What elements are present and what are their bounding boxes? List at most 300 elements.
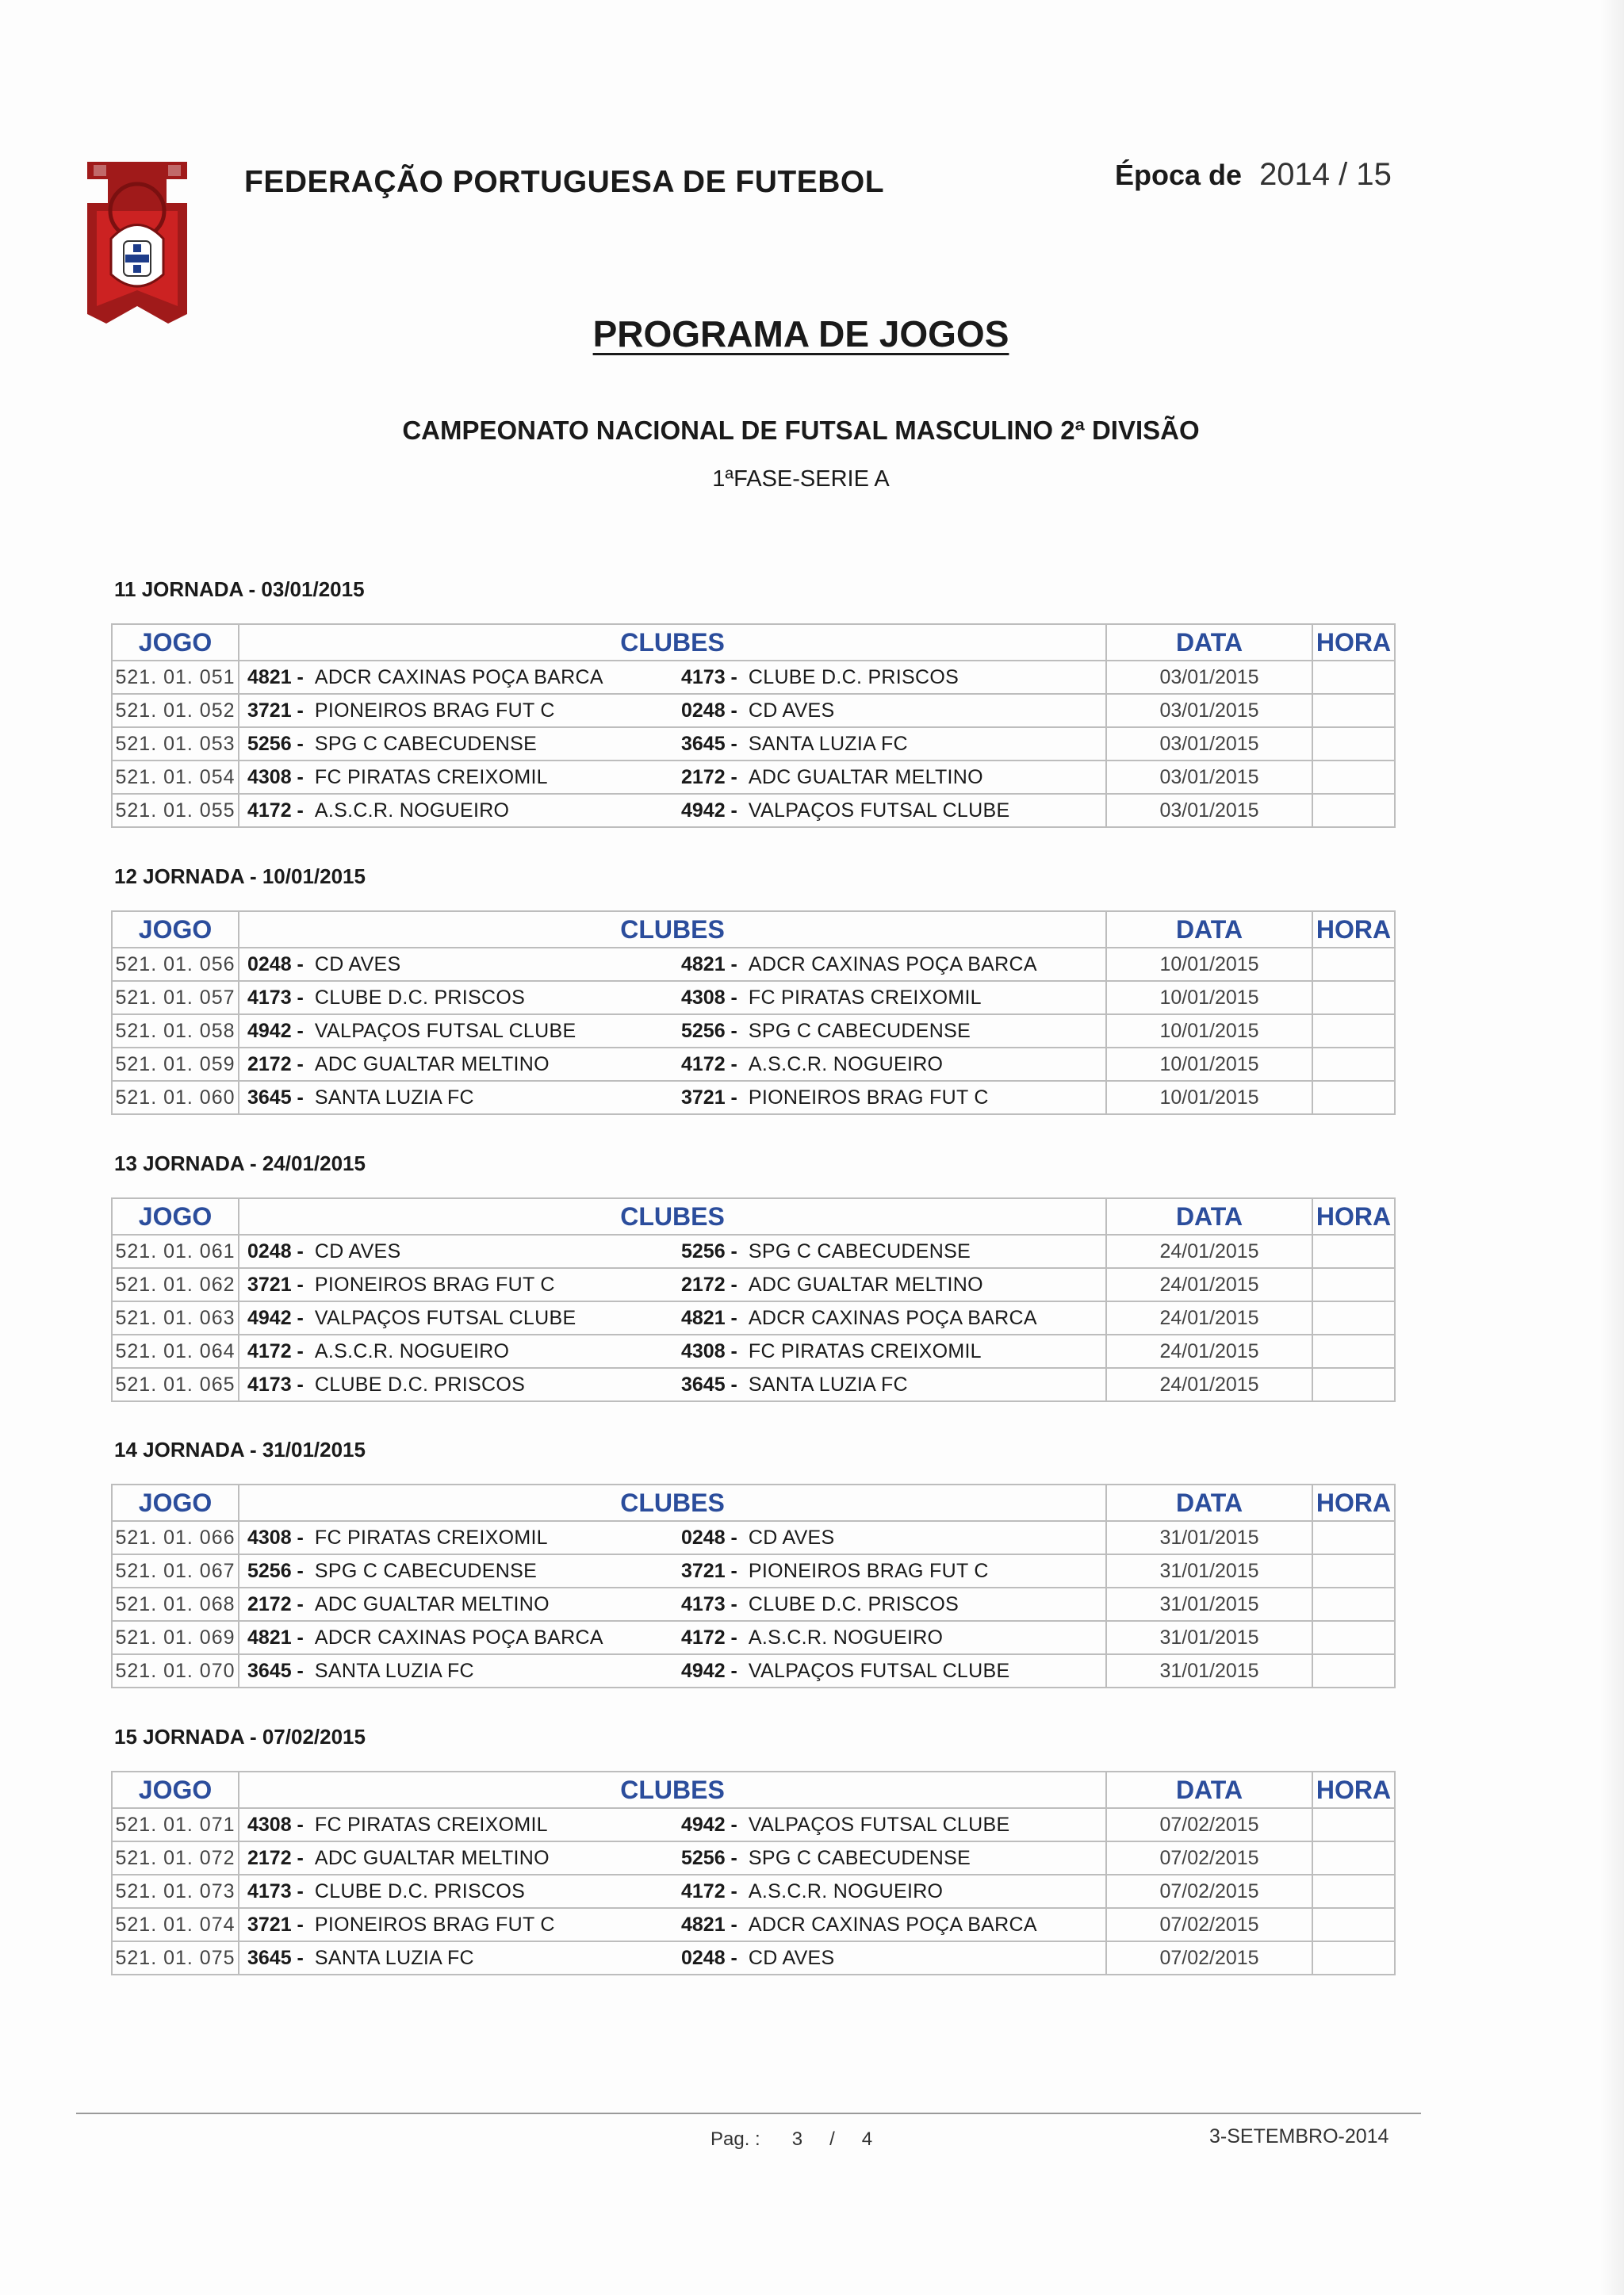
away-team-cell: [673, 694, 1106, 727]
home-team-code: 4942 -: [247, 1019, 304, 1042]
home-team-code: 2172 -: [247, 1592, 304, 1615]
home-team-cell: [239, 1235, 673, 1268]
table-row: [112, 661, 1395, 694]
header-data: DATA: [1106, 624, 1312, 661]
game-date: 24/01/2015: [1106, 1301, 1312, 1335]
away-team-name: VALPAÇOS FUTSAL CLUBE: [748, 1813, 1010, 1836]
home-team-code: 4821 -: [247, 1626, 304, 1649]
game-time: [1312, 948, 1395, 981]
away-team-name: ADCR CAXINAS POÇA BARCA: [748, 952, 1037, 975]
home-team-code: 4821 -: [247, 665, 304, 688]
game-id: 521. 01. 056: [112, 948, 239, 981]
table-row: [112, 1941, 1395, 1975]
home-team-code: 0248 -: [247, 952, 304, 975]
away-team-name: CD AVES: [748, 699, 835, 722]
home-team-name: A.S.C.R. NOGUEIRO: [314, 799, 510, 822]
away-team-cell: [673, 981, 1106, 1014]
table-header-row: [112, 1198, 1395, 1235]
away-team-name: A.S.C.R. NOGUEIRO: [748, 1626, 944, 1649]
fixtures-table: [111, 910, 1396, 1115]
away-team-code: 4821 -: [681, 952, 737, 975]
home-team-name: ADC GUALTAR MELTINO: [314, 1052, 550, 1075]
game-time: [1312, 1621, 1395, 1654]
home-team-name: CLUBE D.C. PRISCOS: [314, 1879, 526, 1902]
home-team-code: 4172 -: [247, 799, 304, 822]
home-team-name: ADCR CAXINAS POÇA BARCA: [314, 1626, 603, 1649]
home-team-name: PIONEIROS BRAG FUT C: [314, 1273, 555, 1296]
game-id: 521. 01. 065: [112, 1368, 239, 1401]
home-team-cell: [239, 1014, 673, 1048]
header-data: DATA: [1106, 1198, 1312, 1235]
game-date: 07/02/2015: [1106, 1941, 1312, 1975]
away-team-code: 3645 -: [681, 732, 737, 755]
home-team-cell: [239, 1521, 673, 1554]
away-team-name: VALPAÇOS FUTSAL CLUBE: [748, 799, 1010, 822]
away-team-name: A.S.C.R. NOGUEIRO: [748, 1879, 944, 1902]
home-team-cell: [239, 694, 673, 727]
away-team-cell: [673, 1875, 1106, 1908]
away-team-code: 4821 -: [681, 1913, 737, 1936]
away-team-cell: [673, 1368, 1106, 1401]
away-team-cell: [673, 1014, 1106, 1048]
header-jogo: JOGO: [112, 624, 239, 661]
home-team-cell: [239, 1335, 673, 1368]
away-team-name: PIONEIROS BRAG FUT C: [748, 1086, 989, 1109]
table-row: [112, 727, 1395, 761]
away-team-code: 4308 -: [681, 986, 737, 1009]
game-time: [1312, 1048, 1395, 1081]
game-date: 31/01/2015: [1106, 1654, 1312, 1688]
game-date: 10/01/2015: [1106, 1014, 1312, 1048]
table-header-row: [112, 911, 1395, 948]
game-time: [1312, 1841, 1395, 1875]
away-team-code: 4821 -: [681, 1306, 737, 1329]
game-id: 521. 01. 069: [112, 1621, 239, 1654]
game-time: [1312, 727, 1395, 761]
fpf-crest-logo: [79, 155, 195, 330]
home-team-cell: [239, 761, 673, 794]
game-id: 521. 01. 068: [112, 1588, 239, 1621]
away-team-code: 4942 -: [681, 799, 737, 822]
home-team-name: SANTA LUZIA FC: [314, 1659, 474, 1682]
game-time: [1312, 761, 1395, 794]
home-team-cell: [239, 1908, 673, 1941]
header-jogo: JOGO: [112, 1485, 239, 1521]
away-team-cell: [673, 1841, 1106, 1875]
game-time: [1312, 1941, 1395, 1975]
away-team-cell: [673, 1335, 1106, 1368]
home-team-name: FC PIRATAS CREIXOMIL: [314, 1526, 548, 1549]
table-header-row: [112, 1772, 1395, 1808]
table-row: [112, 1081, 1395, 1114]
table-row: [112, 1014, 1395, 1048]
table-row: [112, 1235, 1395, 1268]
away-team-name: SANTA LUZIA FC: [748, 1373, 908, 1396]
game-date: 03/01/2015: [1106, 727, 1312, 761]
table-row: [112, 1335, 1395, 1368]
home-team-cell: [239, 948, 673, 981]
home-team-name: CD AVES: [314, 952, 401, 975]
away-team-name: FC PIRATAS CREIXOMIL: [748, 986, 982, 1009]
game-date: 03/01/2015: [1106, 794, 1312, 827]
game-date: 10/01/2015: [1106, 948, 1312, 981]
fixtures-table: [111, 1771, 1396, 1975]
table-row: [112, 1654, 1395, 1688]
away-team-code: 5256 -: [681, 1239, 737, 1262]
away-team-cell: [673, 1235, 1106, 1268]
footer-divider: [76, 2113, 1421, 2114]
table-header-row: [112, 1485, 1395, 1521]
away-team-code: 0248 -: [681, 1526, 737, 1549]
away-team-cell: [673, 1621, 1106, 1654]
season: [1115, 157, 1392, 193]
home-team-name: CLUBE D.C. PRISCOS: [314, 986, 526, 1009]
game-time: [1312, 1301, 1395, 1335]
table-row: [112, 1875, 1395, 1908]
game-date: 24/01/2015: [1106, 1235, 1312, 1268]
home-team-cell: [239, 1588, 673, 1621]
away-team-name: PIONEIROS BRAG FUT C: [748, 1559, 989, 1582]
header-hora: HORA: [1312, 1772, 1395, 1808]
home-team-name: PIONEIROS BRAG FUT C: [314, 1913, 555, 1936]
game-date: 03/01/2015: [1106, 761, 1312, 794]
home-team-name: SPG C CABECUDENSE: [314, 732, 538, 755]
game-date: 10/01/2015: [1106, 1048, 1312, 1081]
table-row: [112, 1554, 1395, 1588]
away-team-code: 4308 -: [681, 1339, 737, 1362]
game-id: 521. 01. 062: [112, 1268, 239, 1301]
away-team-name: CLUBE D.C. PRISCOS: [748, 665, 959, 688]
game-date: 31/01/2015: [1106, 1554, 1312, 1588]
away-team-cell: [673, 661, 1106, 694]
away-team-cell: [673, 1808, 1106, 1841]
game-time: [1312, 1368, 1395, 1401]
away-team-code: 3721 -: [681, 1086, 737, 1109]
table-row: [112, 1368, 1395, 1401]
jornada-title: 15 JORNADA - 07/02/2015: [114, 1725, 366, 1749]
away-team-name: ADCR CAXINAS POÇA BARCA: [748, 1913, 1037, 1936]
game-time: [1312, 1081, 1395, 1114]
away-team-cell: [673, 1268, 1106, 1301]
home-team-cell: [239, 1875, 673, 1908]
fixtures-table: [111, 623, 1396, 828]
away-team-name: SPG C CABECUDENSE: [748, 1019, 971, 1042]
table-row: [112, 1621, 1395, 1654]
page-label: Pag. :: [710, 2128, 760, 2150]
away-team-cell: [673, 948, 1106, 981]
table-row: [112, 1808, 1395, 1841]
game-date: 31/01/2015: [1106, 1588, 1312, 1621]
home-team-cell: [239, 981, 673, 1014]
away-team-name: A.S.C.R. NOGUEIRO: [748, 1052, 944, 1075]
page-separator: /: [829, 2128, 835, 2150]
away-team-code: 5256 -: [681, 1019, 737, 1042]
away-team-cell: [673, 1048, 1106, 1081]
away-team-cell: [673, 761, 1106, 794]
home-team-code: 0248 -: [247, 1239, 304, 1262]
home-team-cell: [239, 794, 673, 827]
game-date: 10/01/2015: [1106, 981, 1312, 1014]
away-team-code: 4172 -: [681, 1879, 737, 1902]
home-team-cell: [239, 1808, 673, 1841]
home-team-cell: [239, 1268, 673, 1301]
game-date: 07/02/2015: [1106, 1841, 1312, 1875]
game-id: 521. 01. 066: [112, 1521, 239, 1554]
away-team-name: SPG C CABECUDENSE: [748, 1846, 971, 1869]
game-id: 521. 01. 061: [112, 1235, 239, 1268]
header-data: DATA: [1106, 911, 1312, 948]
game-time: [1312, 1588, 1395, 1621]
home-team-name: ADCR CAXINAS POÇA BARCA: [314, 665, 603, 688]
game-id: 521. 01. 051: [112, 661, 239, 694]
table-row: [112, 1588, 1395, 1621]
organization-name: FEDERAÇÃO PORTUGUESA DE FUTEBOL: [244, 165, 885, 199]
home-team-code: 5256 -: [247, 1559, 304, 1582]
game-id: 521. 01. 064: [112, 1335, 239, 1368]
game-time: [1312, 1014, 1395, 1048]
away-team-code: 2172 -: [681, 1273, 737, 1296]
jornada-title: 12 JORNADA - 10/01/2015: [114, 864, 366, 888]
away-team-name: FC PIRATAS CREIXOMIL: [748, 1339, 982, 1362]
away-team-code: 3645 -: [681, 1373, 737, 1396]
away-team-cell: [673, 1521, 1106, 1554]
table-row: [112, 1048, 1395, 1081]
game-date: 31/01/2015: [1106, 1621, 1312, 1654]
game-date: 03/01/2015: [1106, 694, 1312, 727]
home-team-cell: [239, 1554, 673, 1588]
away-team-code: 2172 -: [681, 765, 737, 788]
away-team-code: 0248 -: [681, 699, 737, 722]
table-row: [112, 1841, 1395, 1875]
page-indicator: [710, 2128, 872, 2151]
home-team-name: VALPAÇOS FUTSAL CLUBE: [314, 1019, 576, 1042]
header-data: DATA: [1106, 1772, 1312, 1808]
header-hora: HORA: [1312, 1485, 1395, 1521]
home-team-code: 2172 -: [247, 1846, 304, 1869]
away-team-name: CD AVES: [748, 1526, 835, 1549]
home-team-name: FC PIRATAS CREIXOMIL: [314, 1813, 548, 1836]
away-team-code: 4172 -: [681, 1626, 737, 1649]
home-team-code: 4173 -: [247, 986, 304, 1009]
home-team-name: VALPAÇOS FUTSAL CLUBE: [314, 1306, 576, 1329]
game-time: [1312, 981, 1395, 1014]
home-team-code: 5256 -: [247, 732, 304, 755]
away-team-cell: [673, 1941, 1106, 1975]
page-number: 3: [791, 2128, 803, 2150]
table-row: [112, 1521, 1395, 1554]
away-team-cell: [673, 727, 1106, 761]
away-team-name: ADC GUALTAR MELTINO: [748, 1273, 983, 1296]
game-time: [1312, 1875, 1395, 1908]
season-label: Época de: [1115, 159, 1243, 191]
home-team-code: 2172 -: [247, 1052, 304, 1075]
jornada-title: 13 JORNADA - 24/01/2015: [114, 1151, 366, 1175]
header-clubes: CLUBES: [239, 624, 1106, 661]
table-header-row: [112, 624, 1395, 661]
game-id: 521. 01. 073: [112, 1875, 239, 1908]
game-id: 521. 01. 053: [112, 727, 239, 761]
game-date: 07/02/2015: [1106, 1908, 1312, 1941]
home-team-code: 3721 -: [247, 1273, 304, 1296]
away-team-cell: [673, 1654, 1106, 1688]
home-team-name: FC PIRATAS CREIXOMIL: [314, 765, 548, 788]
game-time: [1312, 1654, 1395, 1688]
away-team-code: 4172 -: [681, 1052, 737, 1075]
home-team-code: 4173 -: [247, 1879, 304, 1902]
header-clubes: CLUBES: [239, 1198, 1106, 1235]
away-team-name: VALPAÇOS FUTSAL CLUBE: [748, 1659, 1010, 1682]
page-title: [0, 312, 1602, 355]
game-time: [1312, 1521, 1395, 1554]
header-clubes: CLUBES: [239, 1485, 1106, 1521]
table-row: [112, 981, 1395, 1014]
game-id: 521. 01. 058: [112, 1014, 239, 1048]
away-team-cell: [673, 1908, 1106, 1941]
game-id: 521. 01. 059: [112, 1048, 239, 1081]
away-team-code: 4942 -: [681, 1813, 737, 1836]
game-date: 07/02/2015: [1106, 1808, 1312, 1841]
home-team-code: 3645 -: [247, 1659, 304, 1682]
header-jogo: JOGO: [112, 1772, 239, 1808]
game-id: 521. 01. 063: [112, 1301, 239, 1335]
game-id: 521. 01. 054: [112, 761, 239, 794]
header-jogo: JOGO: [112, 911, 239, 948]
home-team-cell: [239, 1081, 673, 1114]
home-team-cell: [239, 661, 673, 694]
game-date: 03/01/2015: [1106, 661, 1312, 694]
game-time: [1312, 1335, 1395, 1368]
game-id: 521. 01. 071: [112, 1808, 239, 1841]
jornada-title: 14 JORNADA - 31/01/2015: [114, 1438, 366, 1462]
game-time: [1312, 1235, 1395, 1268]
table-row: [112, 794, 1395, 827]
fixtures-table: [111, 1197, 1396, 1402]
home-team-code: 3721 -: [247, 699, 304, 722]
header-hora: HORA: [1312, 624, 1395, 661]
away-team-name: CLUBE D.C. PRISCOS: [748, 1592, 959, 1615]
season-value: 2014 / 15: [1259, 157, 1392, 192]
away-team-name: ADC GUALTAR MELTINO: [748, 765, 983, 788]
header-hora: HORA: [1312, 1198, 1395, 1235]
home-team-code: 3645 -: [247, 1086, 304, 1109]
page-edge-shadow: [1600, 0, 1624, 2295]
game-date: 07/02/2015: [1106, 1875, 1312, 1908]
game-id: 521. 01. 072: [112, 1841, 239, 1875]
jornada-title: 11 JORNADA - 03/01/2015: [114, 577, 365, 601]
competition-phase: 1ªFASE-SERIE A: [712, 466, 890, 492]
home-team-code: 4308 -: [247, 1813, 304, 1836]
home-team-name: CD AVES: [314, 1239, 401, 1262]
home-team-code: 3645 -: [247, 1946, 304, 1969]
game-time: [1312, 794, 1395, 827]
table-row: [112, 694, 1395, 727]
home-team-code: 3721 -: [247, 1913, 304, 1936]
away-team-code: 0248 -: [681, 1946, 737, 1969]
game-id: 521. 01. 052: [112, 694, 239, 727]
game-date: 31/01/2015: [1106, 1521, 1312, 1554]
away-team-cell: [673, 794, 1106, 827]
game-date: 24/01/2015: [1106, 1268, 1312, 1301]
print-date: 3-SETEMBRO-2014: [1209, 2125, 1389, 2147]
home-team-name: CLUBE D.C. PRISCOS: [314, 1373, 526, 1396]
home-team-name: SANTA LUZIA FC: [314, 1086, 474, 1109]
header-clubes: CLUBES: [239, 1772, 1106, 1808]
away-team-cell: [673, 1588, 1106, 1621]
game-time: [1312, 1808, 1395, 1841]
home-team-code: 4308 -: [247, 765, 304, 788]
table-row: [112, 1908, 1395, 1941]
home-team-name: PIONEIROS BRAG FUT C: [314, 699, 555, 722]
game-time: [1312, 694, 1395, 727]
game-id: 521. 01. 070: [112, 1654, 239, 1688]
home-team-code: 4173 -: [247, 1373, 304, 1396]
header-clubes: CLUBES: [239, 911, 1106, 948]
away-team-name: SANTA LUZIA FC: [748, 732, 908, 755]
game-id: 521. 01. 055: [112, 794, 239, 827]
home-team-cell: [239, 1654, 673, 1688]
home-team-name: SANTA LUZIA FC: [314, 1946, 474, 1969]
away-team-cell: [673, 1081, 1106, 1114]
away-team-name: SPG C CABECUDENSE: [748, 1239, 971, 1262]
game-id: 521. 01. 074: [112, 1908, 239, 1941]
home-team-cell: [239, 727, 673, 761]
away-team-cell: [673, 1301, 1106, 1335]
table-row: [112, 1301, 1395, 1335]
fixtures-table: [111, 1484, 1396, 1688]
header-jogo: JOGO: [112, 1198, 239, 1235]
competition-name: CAMPEONATO NACIONAL DE FUTSAL MASCULINO 2ª DIVISÃO: [402, 416, 1200, 445]
home-team-code: 4308 -: [247, 1526, 304, 1549]
away-team-cell: [673, 1554, 1106, 1588]
table-row: [112, 948, 1395, 981]
game-id: 521. 01. 057: [112, 981, 239, 1014]
away-team-name: CD AVES: [748, 1946, 835, 1969]
game-time: [1312, 1268, 1395, 1301]
home-team-name: SPG C CABECUDENSE: [314, 1559, 538, 1582]
game-time: [1312, 1908, 1395, 1941]
home-team-name: A.S.C.R. NOGUEIRO: [314, 1339, 510, 1362]
game-date: 10/01/2015: [1106, 1081, 1312, 1114]
away-team-code: 3721 -: [681, 1559, 737, 1582]
game-time: [1312, 1554, 1395, 1588]
game-date: 24/01/2015: [1106, 1335, 1312, 1368]
header-data: DATA: [1106, 1485, 1312, 1521]
away-team-name: ADCR CAXINAS POÇA BARCA: [748, 1306, 1037, 1329]
table-row: [112, 761, 1395, 794]
page-title-text: PROGRAMA DE JOGOS: [592, 313, 1009, 354]
game-date: 24/01/2015: [1106, 1368, 1312, 1401]
away-team-code: 4173 -: [681, 1592, 737, 1615]
game-id: 521. 01. 067: [112, 1554, 239, 1588]
home-team-cell: [239, 1941, 673, 1975]
home-team-cell: [239, 1621, 673, 1654]
away-team-code: 4173 -: [681, 665, 737, 688]
home-team-name: ADC GUALTAR MELTINO: [314, 1592, 550, 1615]
game-time: [1312, 661, 1395, 694]
game-id: 521. 01. 060: [112, 1081, 239, 1114]
table-row: [112, 1268, 1395, 1301]
home-team-cell: [239, 1368, 673, 1401]
header-hora: HORA: [1312, 911, 1395, 948]
home-team-code: 4172 -: [247, 1339, 304, 1362]
home-team-cell: [239, 1301, 673, 1335]
home-team-cell: [239, 1841, 673, 1875]
away-team-code: 5256 -: [681, 1846, 737, 1869]
away-team-code: 4942 -: [681, 1659, 737, 1682]
home-team-name: ADC GUALTAR MELTINO: [314, 1846, 550, 1869]
home-team-cell: [239, 1048, 673, 1081]
home-team-code: 4942 -: [247, 1306, 304, 1329]
